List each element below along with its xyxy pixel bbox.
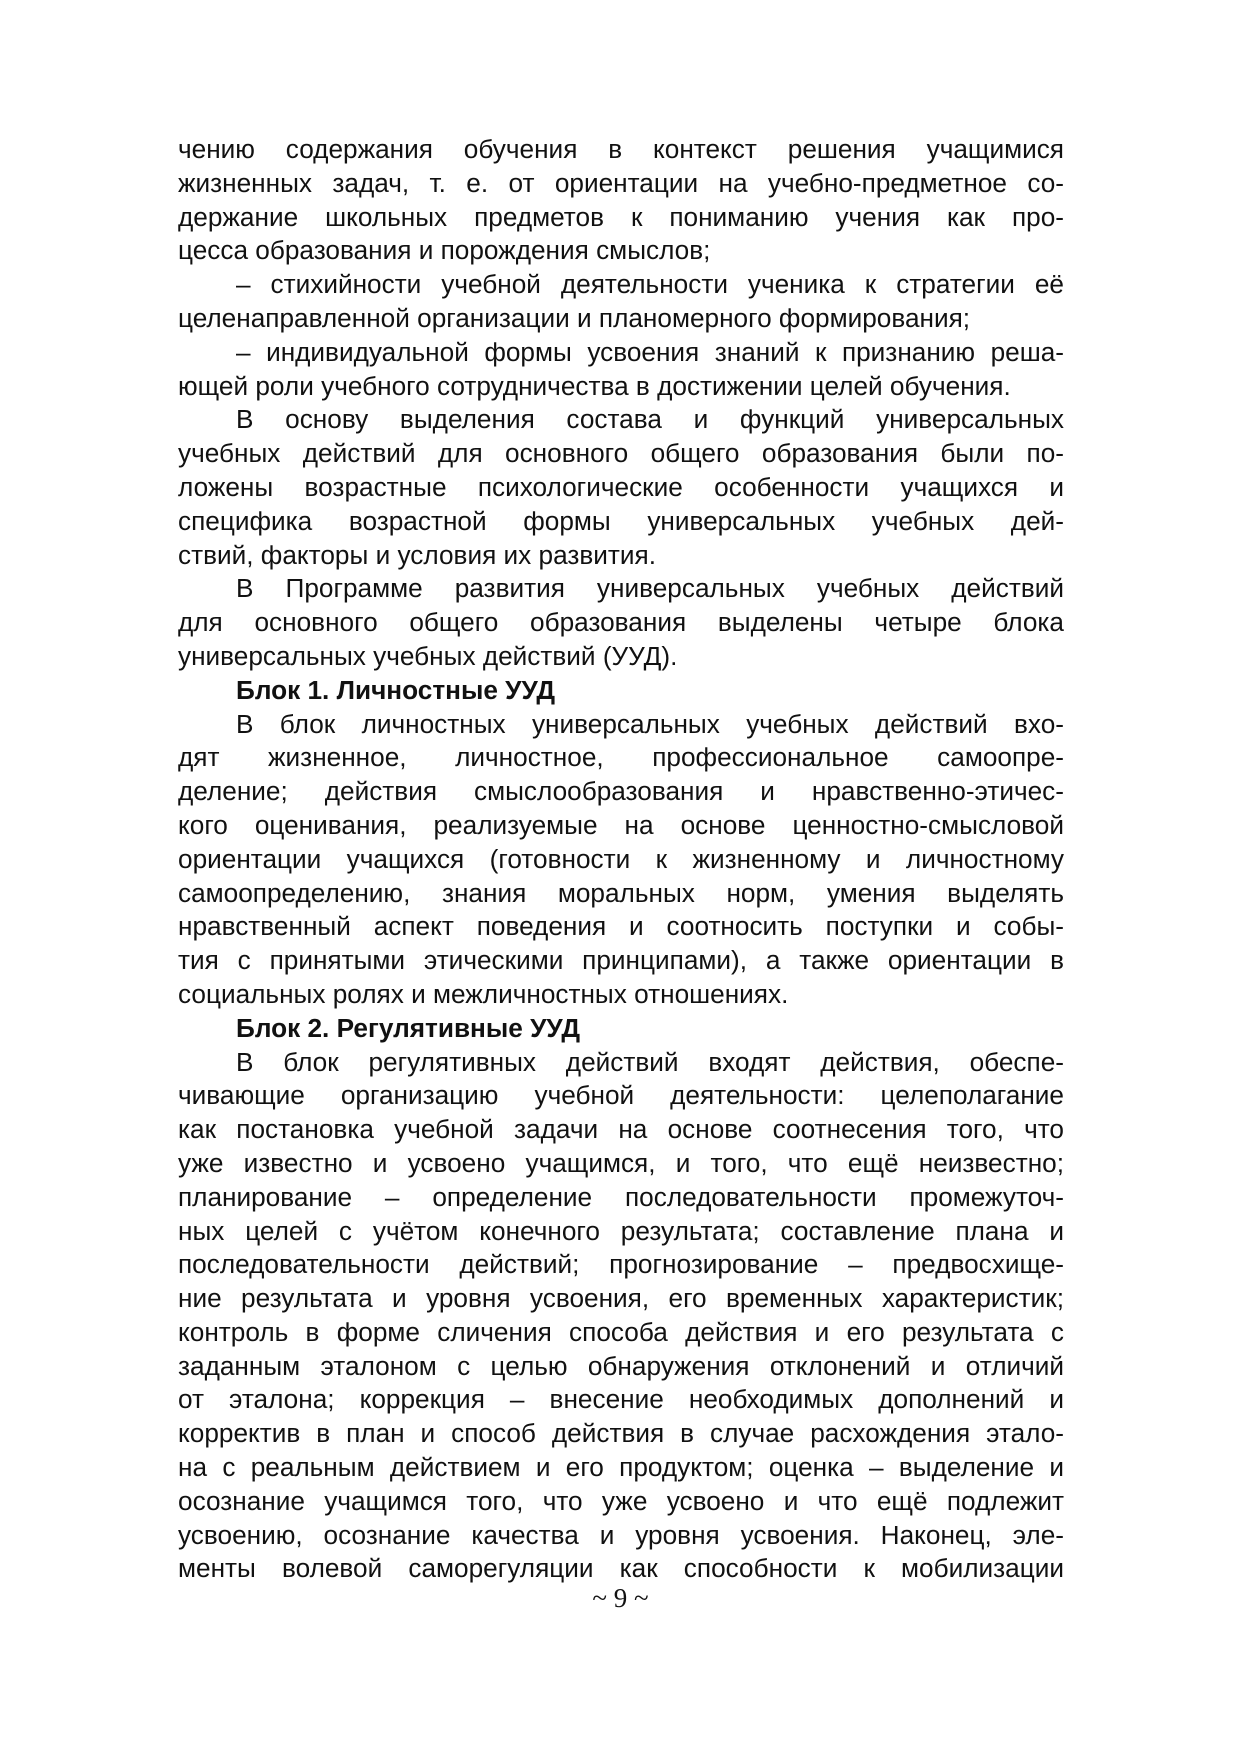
- paragraph-continuation: [178, 133, 1064, 268]
- text-line: чению содержания обучения в контекст решения учащимися: [178, 134, 1064, 164]
- text-line: ложены возрастные психологические особенности учащихся и: [178, 471, 1064, 502]
- text-line: самоопределению, знания моральных норм, умения выделять: [178, 877, 1064, 908]
- list-item-individual-form: [178, 336, 1064, 404]
- text-line: кого оценивания, реализуемые на основе ценностно-смысловой: [178, 809, 1064, 840]
- text-line: ствий, факторы и условия их развития.: [178, 539, 656, 570]
- page-number: ~ 9 ~: [592, 1583, 649, 1613]
- text-line: заданным эталоном с целью обнаружения отклонений и отличий: [178, 1350, 1064, 1381]
- text-line: от эталона; коррекция – внесение необходимых дополнений и: [178, 1384, 1064, 1415]
- text-line: учебных действий для основного общего образования были по-: [178, 438, 1064, 469]
- paragraph-program: [178, 572, 1064, 673]
- text-line: целенаправленной организации и планомерного формирования;: [178, 302, 971, 333]
- text-line: В основу выделения состава и функций универсальных: [236, 404, 1064, 435]
- text-line: чивающие организацию учебной деятельности: целеполагание: [178, 1080, 1064, 1111]
- text-line: В блок личностных универсальных учебных действий вхо-: [236, 708, 1064, 739]
- text-line: универсальных учебных действий (УУД).: [178, 640, 678, 671]
- text-line: цесса образования и порождения смыслов;: [178, 235, 711, 266]
- text-line: тия с принятыми этическими принципами), а также ориентации в: [178, 945, 1064, 976]
- text-line: осознание учащимся того, что уже усвоено и что ещё подлежит: [178, 1485, 1064, 1516]
- paragraph-basis: [178, 403, 1064, 572]
- text-line: – стихийности учебной деятельности ученика к стратегии её: [236, 269, 1064, 300]
- paragraph-personal-uud: [178, 708, 1064, 1012]
- text-line: ющей роли учебного сотрудничества в достижении целей обучения.: [178, 370, 1011, 401]
- text-line: В Программе развития универсальных учебных действий: [236, 573, 1064, 604]
- list-item-spontaneity: [178, 268, 1064, 336]
- text-line: социальных ролях и межличностных отношениях.: [178, 978, 789, 1009]
- text-line: последовательности действий; прогнозирование – предвосхище-: [178, 1249, 1064, 1280]
- paragraph-regulative-uud: [178, 1046, 1064, 1587]
- text-line: ориентации учащихся (готовности к жизненному и личностному: [178, 843, 1064, 874]
- text-line: как постановка учебной задачи на основе соотнесения того, что: [178, 1114, 1064, 1145]
- text-line: деление; действия смыслообразования и нравственно-этичес-: [178, 776, 1064, 807]
- text-line: контроль в форме сличения способа действия и его результата с: [178, 1316, 1064, 1347]
- text-line: специфика возрастной формы универсальных учебных дей-: [178, 505, 1064, 536]
- text-line: планирование – определение последовательности промежуточ-: [178, 1181, 1064, 1212]
- text-line: В блок регулятивных действий входят действия, обеспе-: [236, 1046, 1064, 1077]
- text-line: менты волевой саморегуляции как способности к мобилизации: [178, 1553, 1064, 1584]
- page-body: [178, 133, 1064, 1586]
- text-line: держание школьных предметов к пониманию учения как про-: [178, 201, 1064, 232]
- text-line: жизненных задач, т. е. от ориентации на учебно-предметное со-: [178, 167, 1064, 198]
- text-line: корректив в план и способ действия в случае расхождения этало-: [178, 1418, 1064, 1449]
- text-line: на с реальным действием и его продуктом; оценка – выделение и: [178, 1452, 1064, 1483]
- text-line: усвоению, осознание качества и уровня усвоения. Наконец, эле-: [178, 1519, 1064, 1550]
- heading-block-1: Блок 1. Личностные УУД: [236, 674, 556, 705]
- text-line: для основного общего образования выделены четыре блока: [178, 607, 1064, 638]
- text-line: – индивидуальной формы усвоения знаний к признанию реша-: [236, 336, 1064, 367]
- text-line: ние результата и уровня усвоения, его временных характеристик;: [178, 1283, 1064, 1314]
- text-line: уже известно и усвоено учащимся, и того, что ещё неизвестно;: [178, 1147, 1064, 1178]
- text-line: ных целей с учётом конечного результата; составление плана и: [178, 1215, 1064, 1246]
- text-line: нравственный аспект поведения и соотносить поступки и собы-: [178, 911, 1064, 942]
- heading-block-2: Блок 2. Регулятивные УУД: [236, 1012, 580, 1043]
- text-line: дят жизненное, личностное, профессиональное самоопре-: [178, 742, 1064, 773]
